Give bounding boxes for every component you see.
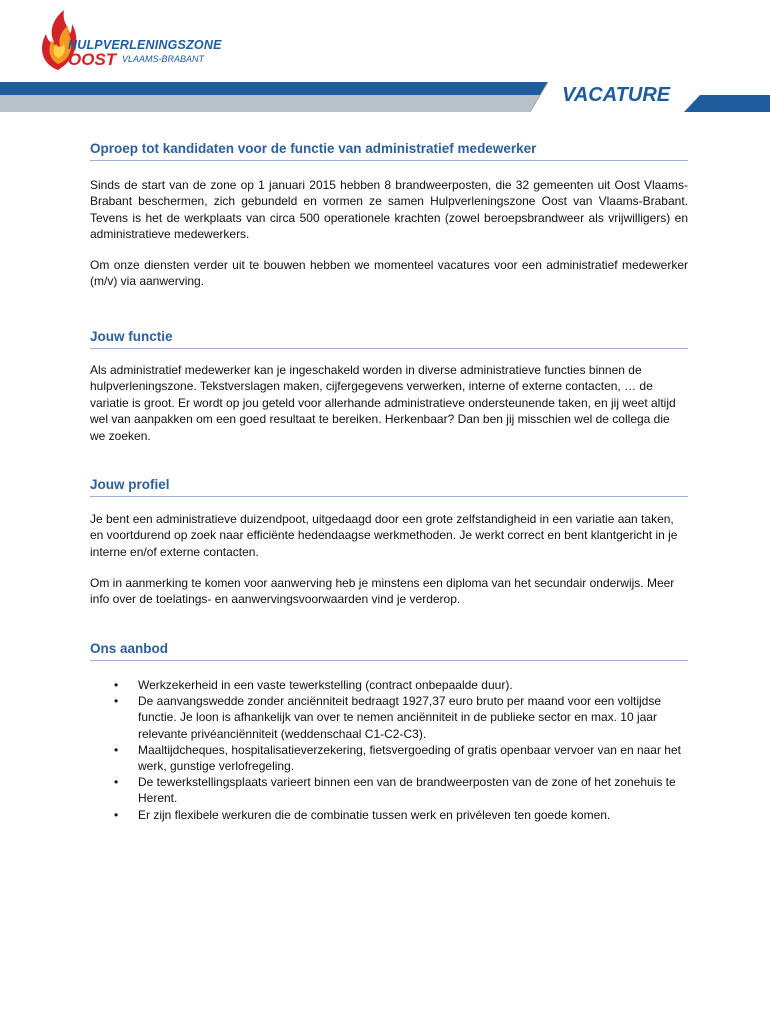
list-item: • Er zijn flexibele werkuren die de combinatie tussen werk en privéleven ten goede komen.	[90, 807, 688, 823]
profiel-paragraph-2: Om in aanmerking te komen voor aanwerving heb je minstens een diploma van het secundair onderwijs. Meer info over de toelatings- en aanwervingsvoorwaarden vind je verderop.	[90, 576, 675, 607]
list-item: • De tewerkstellingsplaats varieert binnen een van de brandweerposten van de zone of het zonehuis te Herent.	[90, 774, 688, 806]
logo-name-oost: OOST	[68, 50, 117, 69]
intro-title: Oproep tot kandidaten voor de functie van administratief medewerker	[90, 141, 688, 161]
aanbod-title: Ons aanbod	[90, 641, 688, 661]
list-item: • Maaltijdcheques, hospitalisatieverzekering, fietsvergoeding of gratis openbaar vervoer van en naar het werk, gunstige verlofregeling.	[90, 742, 688, 774]
intro-paragraph-2: Om onze diensten verder uit te bouwen hebben we momenteel vacatures voor een administratief medewerker (m/v) via aanwerving.	[90, 258, 688, 289]
vacature-heading: VACATURE	[562, 84, 671, 106]
logo-name-main: HULPVERLENINGSZONE	[68, 38, 222, 52]
list-item: • Werkzekerheid in een vaste tewerkstelling (contract onbepaalde duur).	[90, 677, 688, 693]
functie-title: Jouw functie	[90, 329, 688, 349]
logo-name-sub: VLAAMS-BRABANT	[122, 54, 205, 64]
intro-paragraph-1: Sinds de start van de zone op 1 januari 2015 hebben 8 brandweerposten, die 32 gemeenten uit Oost Vlaams-Brabant beschermen, zich gebundeld en vormen ze samen Hulpverleningszone Oost van Vlaams-Brabant. Tevens is het de werkplaats van circa 500 operationele krachten (zowel beroepsbrandweer als vrijwilligers) en administratieve medewerkers.	[90, 178, 688, 242]
profiel-paragraph-1: Je bent een administratieve duizendpoot, uitgedaagd door een grote zelfstandigheid in een variatie aan taken, en voortdurend op zoek naar efficiënte hedendaagse werkmethoden. Je werkt correct en bent klantgericht in je interne en/of externe contacten.	[90, 512, 678, 559]
list-item: • De aanvangswedde zonder anciënniteit bedraagt 1927,37 euro bruto per maand voor een voltijdse functie. Je loon is afhankelijk van over te nemen anciënniteit in de publieke sector en max. 10 jaar relevante privéanciënniteit (weddenschaal C1-C2-C3).	[90, 693, 688, 742]
organization-logo	[38, 8, 238, 72]
aanbod-list	[90, 677, 688, 823]
functie-paragraph: Als administratief medewerker kan je ingeschakeld worden in diverse administratieve functies binnen de hulpverleningszone. Tekstverslagen maken, cijfergegevens verwerken, interne of externe contacten, … de variatie is groot. Er wordt op jou geteld voor allerhande administratieve ondersteunende taken, en jij weet altijd wel van aanpakken om een goed resultaat te bereiken. Herkenbaar? Dan ben jij misschien wel de collega die we zoeken.	[90, 363, 676, 443]
profiel-title: Jouw profiel	[90, 477, 688, 497]
